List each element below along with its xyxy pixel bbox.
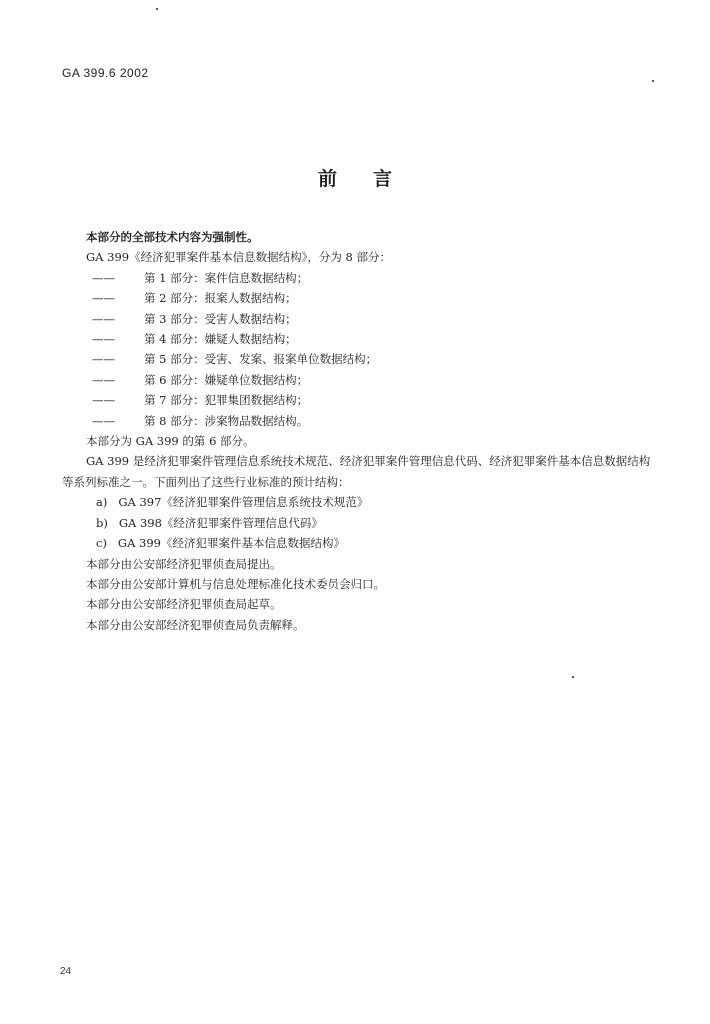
scan-speck [572,676,574,678]
document-code: GA 399.6 2002 [62,66,149,80]
list-dash: —— [92,372,115,387]
list-item [62,390,654,410]
list-item [62,411,654,431]
drafter-statement: 本部分由公安部经济犯罪侦查局起草。 [86,597,282,612]
list-item-text: 第 8 部分：涉案物品数据结构。 [144,413,309,428]
list-item-text: 第 7 部分：犯罪集团数据结构； [144,393,309,408]
list-item [62,492,654,512]
list-item-text: 第 5 部分：受害、发案、报案单位数据结构； [144,352,378,367]
list-item-text: 第 4 部分：嫌疑人数据结构； [144,332,297,347]
list-dash: —— [92,332,115,347]
list-item-text: GA 398《经济犯罪案件管理信息代码》 [118,515,323,530]
list-item-text: GA 399《经济犯罪案件基本信息数据结构》 [117,536,346,551]
list-item [62,329,654,349]
list-item [62,513,654,533]
list-dash: —— [92,270,115,285]
list-item [62,349,654,369]
list-dash: —— [92,352,115,367]
list-item-text: 第 1 部分：案件信息数据结构； [144,270,309,285]
list-item [62,288,654,308]
list-item-text: 第 3 部分：受害人数据结构； [144,311,297,326]
list-item [62,309,654,329]
parts-list [62,268,654,431]
list-item [62,268,654,288]
page-number: 24 [60,966,72,977]
proposer-statement: 本部分由公安部经济犯罪侦查局提出。 [86,556,282,571]
list-dash: —— [92,413,115,428]
this-part-statement: 本部分为 GA 399 的第 6 部分。 [86,434,255,449]
list-item [62,370,654,390]
references-list [62,492,654,553]
interpreter-statement: 本部分由公安部经济犯罪侦查局负责解释。 [86,617,305,632]
list-dash: —— [92,311,115,326]
scan-speck [156,8,158,10]
list-item [62,533,654,553]
relation-paragraph: GA 399 是经济犯罪案件管理信息系统技术规范、经济犯罪案件管理信息代码、经济犯罪案件基本信息数据结构等系列标准之一。下面列出了这些行业标准的预计结构： [62,454,651,489]
page-title: 前言 [317,168,428,190]
list-label: c) [96,536,107,551]
series-statement: GA 399《经济犯罪案件基本信息数据结构》，分为 8 部分： [86,250,391,265]
list-label: a) [96,495,108,510]
administrator-statement: 本部分由公安部计算机与信息处理标准化技术委员会归口。 [86,576,385,591]
list-item-text: 第 2 部分：报案人数据结构； [144,291,297,306]
list-dash: —— [92,291,115,306]
list-label: b) [96,515,108,530]
list-item-text: 第 6 部分：嫌疑单位数据结构； [144,372,309,387]
scan-speck [652,80,654,82]
list-dash: —— [92,393,115,408]
foreword-body [62,227,654,635]
mandatory-statement: 本部分的全部技术内容为强制性。 [86,230,259,244]
list-item-text: GA 397《经济犯罪案件管理信息系统技术规范》 [118,495,369,510]
